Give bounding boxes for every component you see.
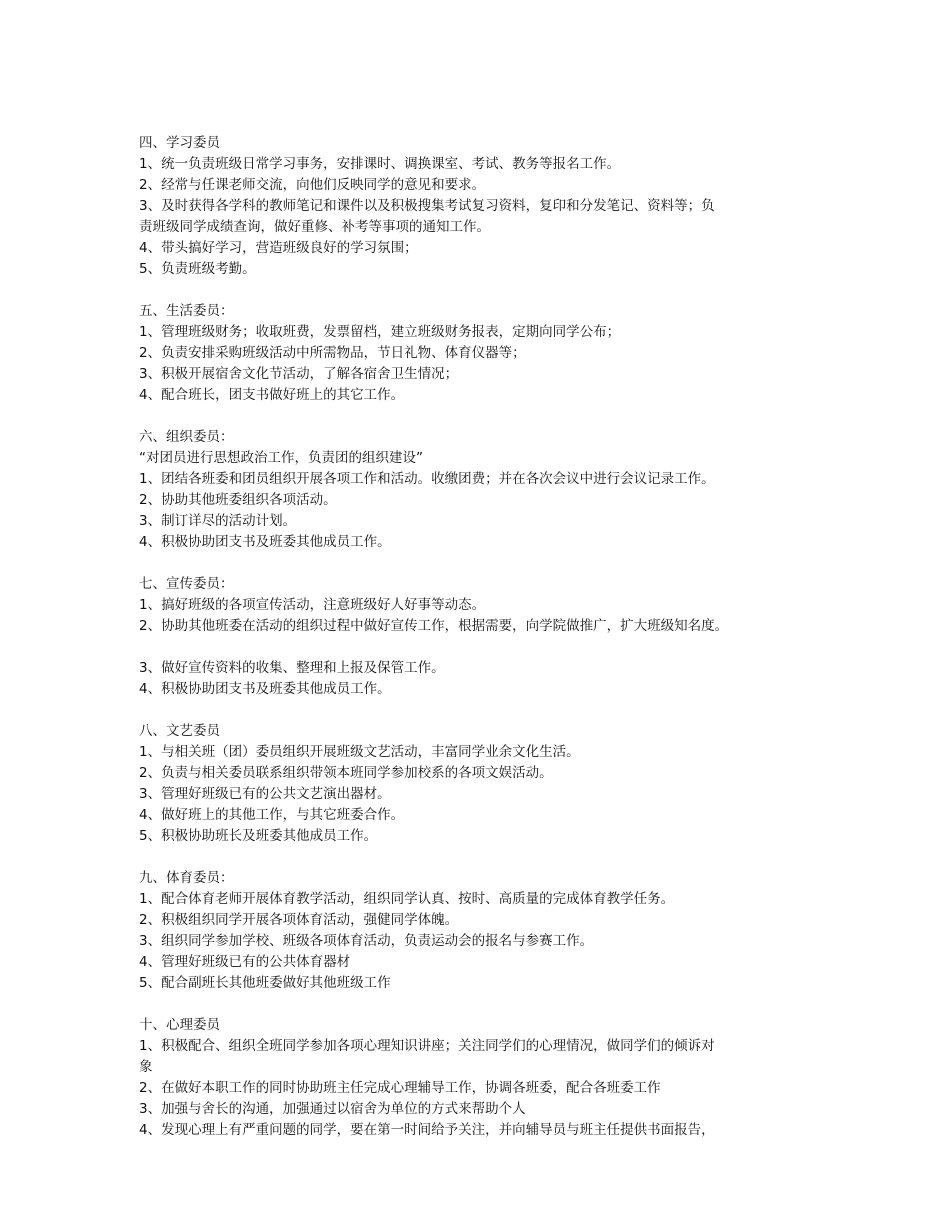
- section-sports: [139, 868, 829, 994]
- section-title: 六、组织委员：: [139, 429, 234, 445]
- text-line: [139, 637, 829, 658]
- text-line: 1、搞好班级的各项宣传活动，注意班级好人好事等动态。: [139, 597, 486, 613]
- text-line: 3、积极开展宿舍文化节活动，了解各宿舍卫生情况；: [139, 366, 459, 382]
- text-line: 3、做好宣传资料的收集、整理和上报及保管工作。: [139, 660, 445, 676]
- text-line: 1、积极配合、组织全班同学参加各项心理知识讲座；关注同学们的心理情况，做同学们的倾诉对: [139, 1038, 715, 1054]
- text-line: 1、与相关班（团）委员组织开展班级文艺活动，丰富同学业余文化生活。: [139, 744, 580, 760]
- text-line: 2、负责安排采购班级活动中所需物品，节日礼物、体育仪器等；: [139, 345, 526, 361]
- section-title: 八、文艺委员: [139, 723, 220, 739]
- section-title: 七、宣传委员：: [139, 576, 234, 592]
- text-line: 4、带头搞好学习，营造班级良好的学习氛围；: [139, 240, 418, 256]
- section-psychology: [139, 1015, 829, 1141]
- section-gap: [139, 280, 829, 301]
- section-gap: [139, 553, 829, 574]
- section-gap: [139, 994, 829, 1015]
- text-line: 5、积极协助班长及班委其他成员工作。: [139, 828, 378, 844]
- text-line: 3、组织同学参加学校、班级各项体育活动，负责运动会的报名与参赛工作。: [139, 933, 594, 949]
- section-gap: [139, 406, 829, 427]
- text-line: 2、协助其他班委在活动的组织过程中做好宣传工作，根据需要，向学院做推广，扩大班级知名度。: [139, 618, 729, 634]
- text-line: 2、积极组织同学开展各项体育活动，强健同学体魄。: [139, 912, 459, 928]
- text-line: 1、配合体育老师开展体育教学活动，组织同学认真、按时、高质量的完成体育教学任务。: [139, 891, 675, 907]
- text-line: 责班级同学成绩查询，做好重修、补考等事项的通知工作。: [139, 219, 490, 235]
- text-line: 3、加强与舍长的沟通，加强通过以宿舍为单位的方式来帮助个人: [139, 1101, 526, 1117]
- section-title: 十、心理委员: [139, 1017, 220, 1033]
- text-line: 1、管理班级财务；收取班费，发票留档，建立班级财务报表，定期向同学公布；: [139, 324, 621, 340]
- text-line: 4、发现心理上有严重问题的同学，要在第一时间给予关注，并向辅导员与班主任提供书面报告，: [139, 1122, 715, 1138]
- section-study: [139, 133, 829, 280]
- text-line: “对团员进行思想政治工作，负责团的组织建设”: [139, 450, 423, 466]
- section-title: 五、生活委员：: [139, 303, 234, 319]
- section-arts: [139, 721, 829, 847]
- text-line: 1、团结各班委和团员组织开展各项工作和活动。收缴团费；并在各次会议中进行会议记录工作。: [139, 471, 715, 487]
- section-gap: [139, 847, 829, 868]
- text-line: 3、管理好班级已有的公共文艺演出器材。: [139, 786, 391, 802]
- text-line: 3、及时获得各学科的教师笔记和课件以及积极搜集考试复习资料，复印和分发笔记、资料等；负: [139, 198, 715, 214]
- text-line: 3、制订详尽的活动计划。: [139, 513, 297, 529]
- text-line: 4、做好班上的其他工作，与其它班委合作。: [139, 807, 405, 823]
- text-line: 4、管理好班级已有的公共体育器材: [139, 954, 351, 970]
- text-line: 5、配合副班长其他班委做好其他班级工作: [139, 975, 391, 991]
- text-line: 4、积极协助团支书及班委其他成员工作。: [139, 681, 391, 697]
- text-line: 2、经常与任课老师交流，向他们反映同学的意见和要求。: [139, 177, 486, 193]
- text-line: 4、积极协助团支书及班委其他成员工作。: [139, 534, 391, 550]
- section-organization: [139, 427, 829, 553]
- section-publicity: [139, 574, 829, 700]
- text-line: 象: [139, 1059, 153, 1075]
- text-line: 2、负责与相关委员联系组织带领本班同学参加校系的各项文娱活动。: [139, 765, 553, 781]
- document-page: [139, 133, 829, 1141]
- text-line: 5、负责班级考勤。: [139, 261, 256, 277]
- section-life: [139, 301, 829, 406]
- section-gap: [139, 700, 829, 721]
- text-line: 4、配合班长，团支书做好班上的其它工作。: [139, 387, 405, 403]
- text-line: 2、在做好本职工作的同时协助班主任完成心理辅导工作，协调各班委，配合各班委工作: [139, 1080, 661, 1096]
- section-title: 九、体育委员：: [139, 870, 234, 886]
- section-title: 四、学习委员: [139, 135, 220, 151]
- text-line: 2、协助其他班委组织各项活动。: [139, 492, 337, 508]
- text-line: 1、统一负责班级日常学习事务，安排课时、调换课室、考试、教务等报名工作。: [139, 156, 621, 172]
